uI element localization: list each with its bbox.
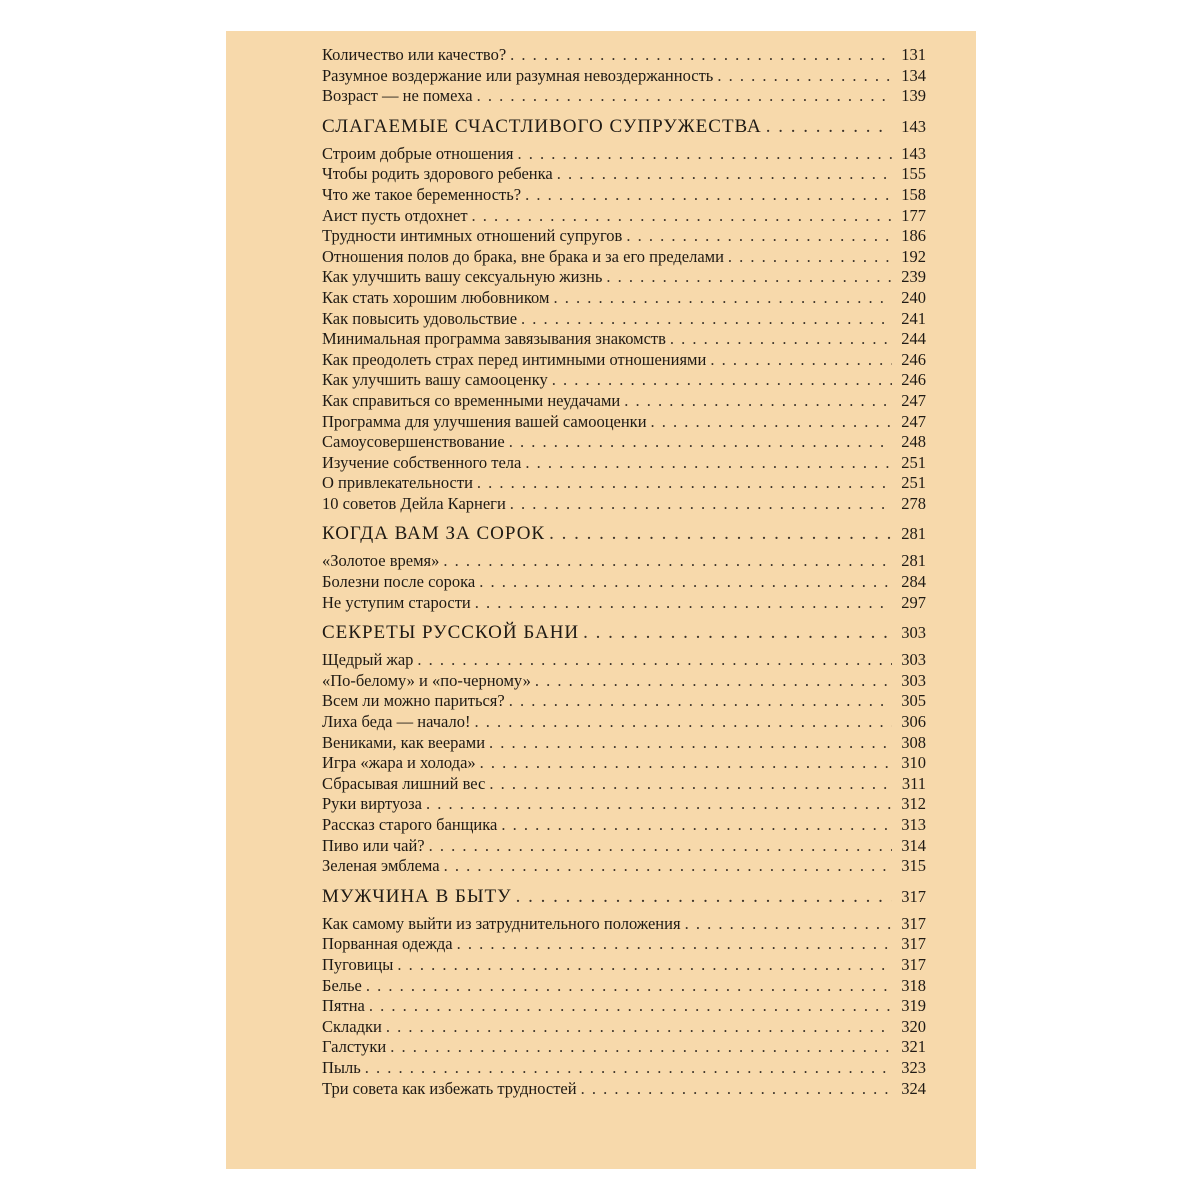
toc-page-number: 241 (901, 308, 926, 328)
toc-entry (322, 45, 926, 66)
table-of-contents (322, 45, 926, 1099)
toc-dot-leader (489, 774, 892, 795)
toc-dot-leader (426, 794, 892, 815)
toc-entry (322, 815, 926, 836)
toc-entry (322, 914, 926, 935)
toc-entry (322, 370, 926, 391)
toc-entry-title: Зеленая эмблема (322, 856, 440, 876)
toc-page-number: 251 (901, 473, 926, 493)
toc-entry (322, 996, 926, 1017)
toc-entry-title: Пятна (322, 996, 365, 1016)
toc-dot-leader (477, 473, 892, 494)
toc-entry (322, 226, 926, 247)
toc-entry (322, 753, 926, 774)
toc-dot-leader (475, 593, 892, 614)
toc-entry-title: Порванная одежда (322, 934, 453, 954)
toc-page-number: 306 (901, 712, 926, 732)
toc-section-title: СЛАГАЕМЫЕ СЧАСТЛИВОГО СУПРУЖЕСТВА (322, 115, 762, 137)
toc-dot-leader (535, 671, 892, 692)
toc-dot-leader (626, 226, 892, 247)
toc-entry (322, 794, 926, 815)
toc-entry-title: Как справиться со временными неудачами (322, 390, 621, 410)
toc-dot-leader (728, 247, 892, 268)
toc-entry-title: Вениками, как веерами (322, 732, 486, 752)
toc-entry-title: Как стать хорошим любовником (322, 287, 550, 307)
toc-page-number: 310 (901, 753, 926, 773)
toc-page-number: 251 (901, 452, 926, 472)
toc-entry (322, 691, 926, 712)
toc-dot-leader (443, 551, 892, 572)
toc-dot-leader (525, 185, 892, 206)
toc-entry (322, 247, 926, 268)
toc-dot-leader (477, 86, 892, 107)
toc-dot-leader (518, 144, 892, 165)
toc-page-number: 158 (901, 184, 926, 204)
toc-page-number: 248 (901, 432, 926, 452)
toc-entry (322, 650, 926, 671)
toc-page-number: 311 (901, 773, 926, 793)
toc-entry (322, 494, 926, 515)
toc-dot-leader (509, 691, 892, 712)
toc-dot-leader (685, 914, 892, 935)
toc-section-heading (322, 113, 926, 141)
toc-page-number: 305 (901, 691, 926, 711)
toc-dot-leader (390, 1037, 892, 1058)
toc-page-number: 303 (901, 650, 926, 670)
toc-page-number: 315 (901, 856, 926, 876)
toc-page-number: 143 (901, 143, 926, 163)
toc-page-number: 246 (901, 349, 926, 369)
toc-entry-title: Чтобы родить здорового ребенка (322, 164, 553, 184)
toc-entry (322, 551, 926, 572)
toc-dot-leader (766, 113, 892, 141)
toc-entry-title: «По-белому» и «по-черному» (322, 670, 531, 690)
toc-page-number: 308 (901, 732, 926, 752)
toc-dot-leader (717, 66, 892, 87)
toc-section-title: КОГДА ВАМ ЗА СОРОК (322, 523, 546, 545)
toc-dot-leader (670, 329, 892, 350)
toc-page-number: 247 (901, 390, 926, 410)
toc-page-number: 317 (901, 913, 926, 933)
toc-entry (322, 309, 926, 330)
toc-entry (322, 572, 926, 593)
toc-page-number: 317 (901, 934, 926, 954)
toc-dot-leader (624, 391, 892, 412)
toc-entry-title: Игра «жара и холода» (322, 753, 476, 773)
toc-entry (322, 473, 926, 494)
toc-dot-leader (606, 267, 892, 288)
toc-page-number: 321 (901, 1037, 926, 1057)
toc-dot-leader (552, 370, 892, 391)
toc-entry-title: Что же такое беременность? (322, 184, 522, 204)
toc-dot-leader (525, 453, 892, 474)
toc-entry-title: Складки (322, 1016, 382, 1036)
toc-dot-leader (651, 412, 892, 433)
toc-dot-leader (366, 976, 892, 997)
toc-entry (322, 733, 926, 754)
toc-entry-title: Руки виртуоза (322, 794, 422, 814)
toc-entry (322, 1079, 926, 1100)
toc-entry (322, 412, 926, 433)
toc-page-number: 139 (901, 86, 926, 106)
toc-entry (322, 144, 926, 165)
toc-entry-title: Разумное воздержание или разумная невоздержанность (322, 65, 714, 85)
toc-entry-title: Пиво или чай? (322, 835, 425, 855)
toc-dot-leader (369, 996, 892, 1017)
toc-dot-leader (510, 45, 892, 66)
toc-entry-title: Галстуки (322, 1037, 387, 1057)
toc-page-number: 143 (901, 116, 926, 136)
toc-entry-title: Возраст — не помеха (322, 86, 473, 106)
toc-dot-leader (472, 206, 892, 227)
toc-entry-title: Изучение собственного тела (322, 452, 522, 472)
toc-entry-title: О привлекательности (322, 473, 473, 493)
toc-entry (322, 453, 926, 474)
toc-dot-leader (553, 288, 892, 309)
toc-dot-leader (510, 494, 892, 515)
toc-entry-title: Как самому выйти из затруднительного положения (322, 913, 681, 933)
toc-page-number: 155 (901, 164, 926, 184)
toc-page-number: 246 (901, 370, 926, 390)
toc-entry-title: Как преодолеть страх перед интимными отношениями (322, 349, 707, 369)
toc-entry-title: Аист пусть отдохнет (322, 205, 468, 225)
toc-entry-title: 10 советов Дейла Карнеги (322, 493, 506, 513)
toc-entry (322, 856, 926, 877)
toc-entry-title: Минимальная программа завязывания знакомств (322, 329, 666, 349)
toc-section-title: СЕКРЕТЫ РУССКОЙ БАНИ (322, 622, 580, 644)
toc-dot-leader (479, 572, 892, 593)
toc-entry-title: Строим добрые отношения (322, 143, 514, 163)
toc-entry (322, 164, 926, 185)
toc-page-number: 320 (901, 1016, 926, 1036)
toc-entry (322, 432, 926, 453)
toc-entry-title: Пуговицы (322, 954, 394, 974)
toc-dot-leader (397, 955, 892, 976)
toc-section-heading (322, 883, 926, 911)
toc-page-number: 244 (901, 329, 926, 349)
toc-dot-leader (386, 1017, 892, 1038)
toc-entry-title: Как улучшить вашу сексуальную жизнь (322, 267, 603, 287)
toc-entry (322, 1058, 926, 1079)
toc-entry-title: Болезни после сорока (322, 572, 476, 592)
toc-page-number: 134 (901, 65, 926, 85)
toc-page-number: 281 (901, 524, 926, 544)
toc-entry-title: Самоусовершенствование (322, 432, 505, 452)
toc-entry (322, 671, 926, 692)
toc-page-number: 240 (901, 287, 926, 307)
toc-page-number: 303 (901, 670, 926, 690)
toc-page-number: 239 (901, 267, 926, 287)
toc-section-heading (322, 520, 926, 548)
toc-entry (322, 391, 926, 412)
toc-dot-leader (417, 650, 892, 671)
toc-page-number: 281 (901, 551, 926, 571)
toc-dot-leader (429, 836, 892, 857)
toc-entry-title: Белье (322, 975, 362, 995)
toc-page-number: 324 (901, 1078, 926, 1098)
toc-page-number: 247 (901, 411, 926, 431)
toc-page-number: 313 (901, 815, 926, 834)
toc-dot-leader (480, 753, 892, 774)
toc-entry (322, 976, 926, 997)
toc-entry (322, 86, 926, 107)
toc-entry-title: Как улучшить вашу самооценку (322, 370, 548, 390)
toc-dot-leader (509, 432, 892, 453)
toc-page-number: 317 (901, 886, 926, 906)
toc-dot-leader (521, 309, 892, 330)
toc-page-number: 314 (901, 835, 926, 855)
toc-page-number: 177 (901, 205, 926, 225)
toc-dot-leader (549, 520, 892, 548)
toc-entry (322, 1017, 926, 1038)
toc-entry (322, 206, 926, 227)
toc-entry-title: Отношения полов до брака, вне брака и за его пределами (322, 246, 724, 266)
toc-page-number: 278 (901, 493, 926, 513)
toc-page-number: 312 (901, 794, 926, 814)
toc-entry (322, 350, 926, 371)
toc-entry (322, 593, 926, 614)
toc-dot-leader (710, 350, 892, 371)
toc-entry-title: Пыль (322, 1057, 361, 1077)
toc-dot-leader (475, 712, 893, 733)
toc-page-number: 284 (901, 572, 926, 592)
toc-entry-title: Программа для улучшения вашей самооценки (322, 411, 647, 431)
toc-dot-leader (444, 856, 892, 877)
toc-entry (322, 329, 926, 350)
toc-dot-leader (365, 1058, 892, 1079)
toc-entry-title: Не уступим старости (322, 592, 471, 612)
toc-entry (322, 267, 926, 288)
toc-entry (322, 955, 926, 976)
toc-section-title: МУЖЧИНА В БЫТУ (322, 885, 512, 907)
book-page (226, 31, 976, 1169)
toc-page-number: 186 (901, 226, 926, 246)
toc-entry-title: Как повысить удовольствие (322, 308, 518, 328)
toc-entry (322, 774, 926, 795)
toc-entry-title: Трудности интимных отношений супругов (322, 226, 623, 246)
toc-entry (322, 934, 926, 955)
toc-page-number: 317 (901, 954, 926, 974)
toc-entry-title: Всем ли можно париться? (322, 691, 505, 711)
toc-entry (322, 1037, 926, 1058)
toc-entry-title: Щедрый жар (322, 650, 414, 670)
toc-dot-leader (457, 934, 892, 955)
toc-entry-title: «Золотое время» (322, 551, 440, 571)
toc-page-number: 323 (901, 1057, 926, 1077)
toc-dot-leader (501, 815, 892, 836)
toc-dot-leader (583, 619, 892, 647)
toc-section-heading (322, 619, 926, 647)
toc-entry-title: Лиха беда — начало! (322, 712, 471, 732)
toc-entry-title: Три совета как избежать трудностей (322, 1078, 577, 1098)
toc-dot-leader (516, 883, 892, 911)
toc-entry (322, 66, 926, 87)
toc-page-number: 318 (901, 975, 926, 995)
toc-page-number: 297 (901, 592, 926, 612)
toc-page-number: 319 (901, 996, 926, 1016)
toc-page-number: 131 (901, 45, 926, 64)
toc-entry (322, 185, 926, 206)
toc-page-number: 192 (901, 246, 926, 266)
toc-dot-leader (489, 733, 892, 754)
toc-page-number: 303 (901, 623, 926, 643)
toc-entry-title: Рассказ старого банщика (322, 815, 498, 834)
toc-entry (322, 836, 926, 857)
toc-entry-title: Сбрасывая лишний вес (322, 773, 486, 793)
toc-dot-leader (557, 164, 892, 185)
toc-dot-leader (581, 1079, 892, 1100)
toc-entry (322, 712, 926, 733)
toc-entry-title: Количество или качество? (322, 45, 507, 64)
toc-entry (322, 288, 926, 309)
